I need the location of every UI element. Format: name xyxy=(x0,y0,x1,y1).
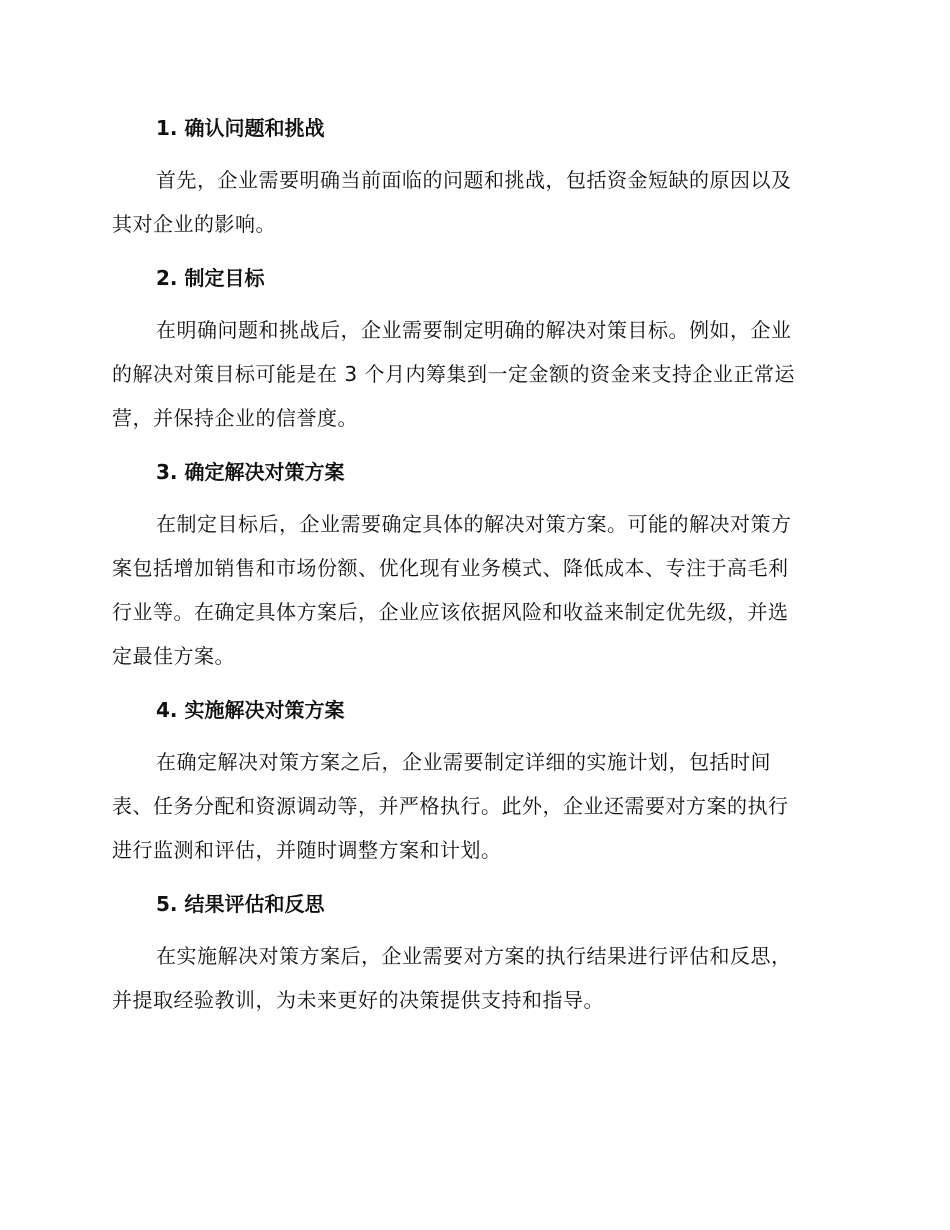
paragraph-line: 进行监测和评估，并随时调整方案和计划。 xyxy=(112,838,502,862)
paragraph-line: 在制定目标后，企业需要确定具体的解决对策方案。可能的解决对策方 xyxy=(156,512,792,536)
paragraph-line: 营，并保持企业的信誉度。 xyxy=(112,406,358,430)
paragraph-line: 在明确问题和挑战后，企业需要制定明确的解决对策目标。例如，企业 xyxy=(156,318,792,342)
document-body xyxy=(112,108,832,1034)
paragraph-line: 首先，企业需要明确当前面临的问题和挑战，包括资金短缺的原因以及 xyxy=(156,168,792,192)
paragraph-line: 案包括增加销售和市场份额、优化现有业务模式、降低成本、专注于高毛利 xyxy=(112,556,789,580)
paragraph-line: 并提取经验教训，为未来更好的决策提供支持和指导。 xyxy=(112,988,604,1012)
section-heading: 4. 实施解决对策方案 xyxy=(156,698,345,722)
section-5 xyxy=(112,884,832,1022)
section-paragraph xyxy=(112,308,832,440)
paragraph-line: 的解决对策目标可能是在 3 个月内筹集到一定金额的资金来支持企业正常运 xyxy=(112,362,795,386)
section-2 xyxy=(112,258,832,440)
paragraph-line: 在实施解决对策方案后，企业需要对方案的执行结果进行评估和反思， xyxy=(156,944,792,968)
section-paragraph xyxy=(112,740,832,872)
section-heading: 1. 确认问题和挑战 xyxy=(156,116,325,140)
section-4 xyxy=(112,690,832,872)
paragraph-line: 其对企业的影响。 xyxy=(112,212,276,236)
section-heading: 2. 制定目标 xyxy=(156,266,265,290)
section-3 xyxy=(112,452,832,678)
section-paragraph xyxy=(112,158,832,246)
paragraph-line: 定最佳方案。 xyxy=(112,644,235,668)
section-1 xyxy=(112,108,832,246)
paragraph-line: 在确定解决对策方案之后，企业需要制定详细的实施计划，包括时间 xyxy=(156,750,771,774)
paragraph-line: 行业等。在确定具体方案后，企业应该依据风险和收益来制定优先级，并选 xyxy=(112,600,789,624)
paragraph-line: 表、任务分配和资源调动等，并严格执行。此外，企业还需要对方案的执行 xyxy=(112,794,789,818)
section-paragraph xyxy=(112,934,832,1022)
section-heading: 3. 确定解决对策方案 xyxy=(156,460,345,484)
section-heading: 5. 结果评估和反思 xyxy=(156,892,325,916)
section-paragraph xyxy=(112,502,832,678)
